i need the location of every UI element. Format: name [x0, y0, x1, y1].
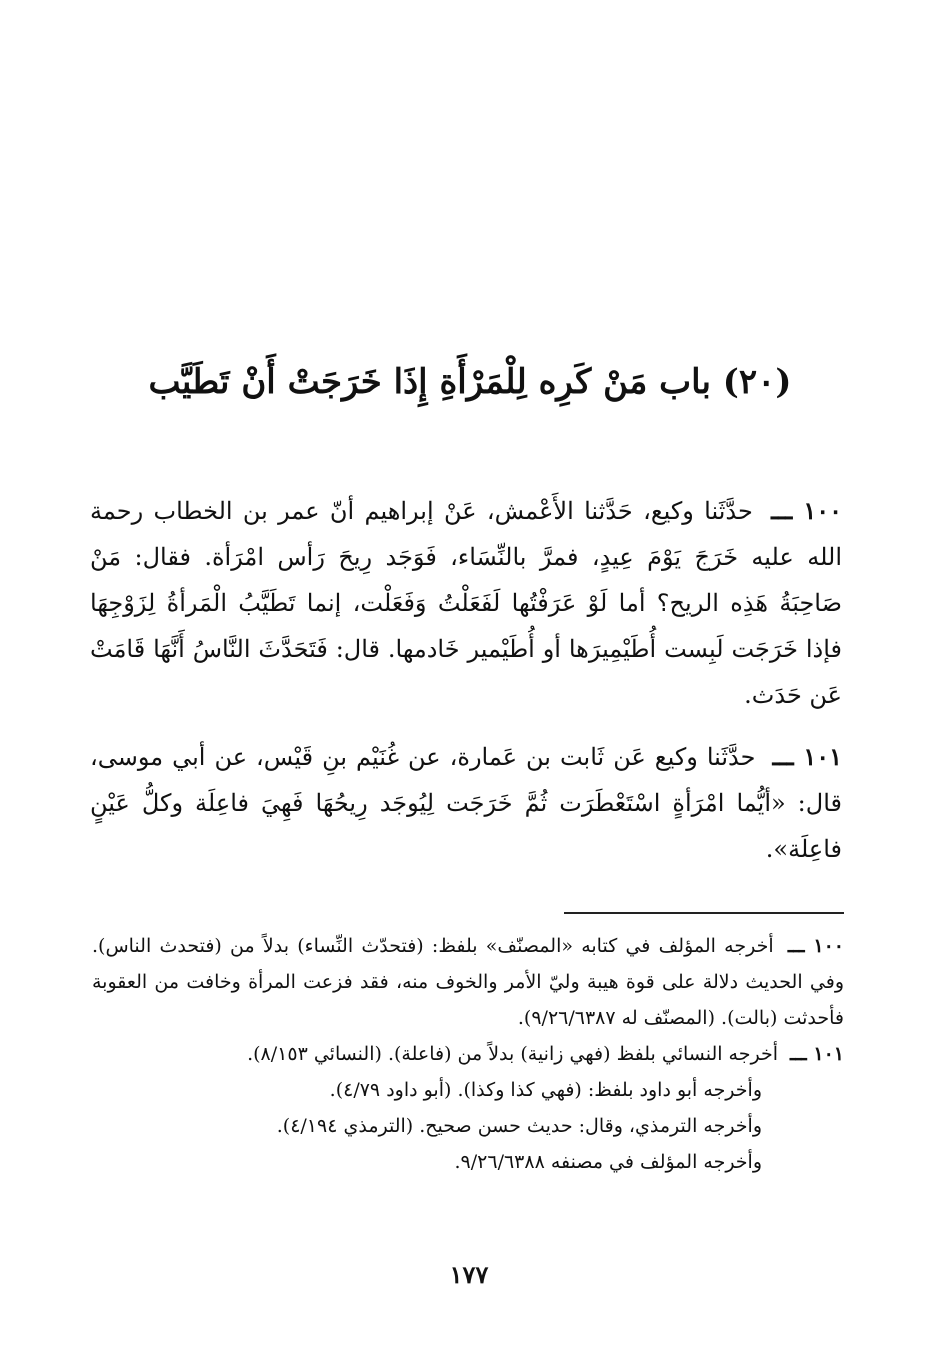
footnote-line [92, 1036, 844, 1072]
main-text [90, 488, 842, 888]
footnote-101 [92, 1036, 844, 1180]
footnote-text: أخرجه المؤلف في كتابه «المصنّف» بلفظ: (فتحدّث النِّساء) بدلاً من (فتحدث الناس). وفي الحديث دلالة على قوة هيبة وليّ الأمر والخوف منه، فقد فزعت المرأة وخافت من العقوبة فأحدثت (بالت). (المصنّف له ٩/٢٦/٦٣٨٧). [92, 935, 844, 1029]
footnote-separator [564, 912, 844, 914]
footnote-line: وأخرجه المؤلف في مصنفه ٩/٢٦/٦٣٨٨. [454, 1151, 762, 1173]
footnote-number: ١٠٠ ـــ [787, 935, 844, 957]
footnotes [92, 928, 844, 1180]
hadith-number: ١٠١ ـــ [772, 742, 842, 771]
page-number: ١٧٧ [449, 1260, 489, 1289]
footnote-line: وأخرجه الترمذي، وقال: حديث حسن صحيح. (الترمذي ٤/١٩٤). [276, 1115, 762, 1137]
footnote-line: وأخرجه أبو داود بلفظ: (فهي كذا وكذا). (أبو داود ٤/٧٩). [329, 1079, 762, 1101]
footnote-text: أخرجه النسائي بلفظ (فهي زانية) بدلاً من (فاعلة). (النسائي ٨/١٥٣). [247, 1043, 778, 1065]
footnote-100 [92, 928, 844, 1036]
hadith-text: حدَّثَنا وكيع، حَدَّثنا الأَعْمش، عَنْ إبراهيم أنّ عمر بن الخطاب رحمة الله عليه خَرَجَ يَوْمَ عِيدٍ، فمرَّ بالنِّسَاء، فَوَجَد رِيحَ رَأس امْرَأة. فقال: مَنْ صَاحِبَةُ هَذِه الريح؟ أما لَوْ عَرَفْتُها لَفَعَلْتُ وَفَعَلْت، إنما تَطَيَّبُ الْمَرأةُ لِزَوْجِهَا فإذا خَرَجَت لَبِست أُطَيْمِيرَها أو أُطَيْمير خَادمها. قال: فَتَحَدَّثَ النَّاسُ أَنَّهَا قَامَتْ عَن حَدَث. [90, 497, 843, 709]
hadith-text: حدَّثَنا وكيع عَن ثَابت بن عَمارة، عن غُنَيْم بنِ قَيْس، عن أبي موسى، قال: «أيُّما امْرَأةٍ اسْتَعْطَرَت ثُمَّ خَرَجَت لِيُوجَد رِيحُهَا فَهِيَ فاعِلَة وكلُّ عَيْنٍ فاعِلَة». [90, 743, 842, 863]
hadith-101 [90, 734, 842, 872]
footnote-number: ١٠١ ـــ [790, 1043, 844, 1065]
hadith-100 [90, 488, 842, 718]
chapter-title: (٢٠) باب مَنْ كَرِه لِلْمَرْأَةِ إِذَا خَرَجَتْ أَنْ تَطَيَّب [148, 361, 792, 402]
hadith-number: ١٠٠ ـــ [771, 496, 842, 525]
